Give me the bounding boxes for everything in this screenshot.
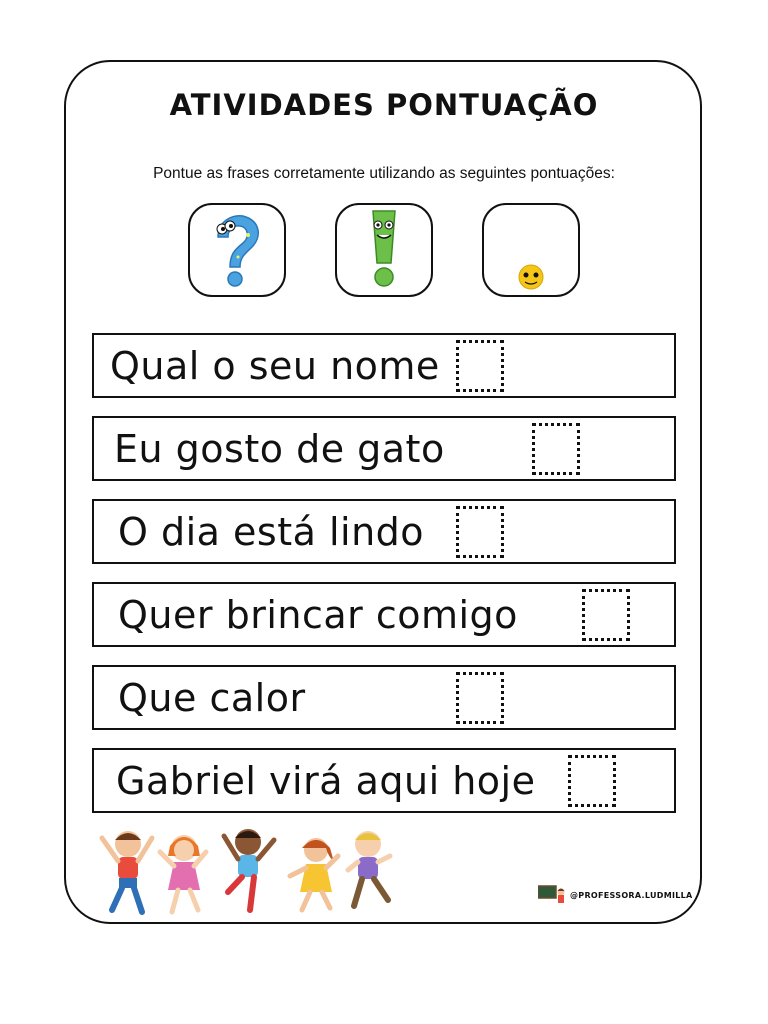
answer-box[interactable]	[582, 589, 630, 641]
child-figure	[348, 831, 390, 906]
exclamation-mark-card	[335, 203, 433, 297]
sentence-row	[92, 748, 676, 813]
sentence-text: Gabriel virá aqui hoje	[116, 758, 536, 803]
child-figure	[102, 831, 152, 912]
children-illustration	[92, 826, 404, 918]
credit-text: @PROFESSORA.LUDMILLA	[570, 890, 693, 900]
period-icon	[484, 205, 578, 295]
sentence-text: Eu gosto de gato	[114, 426, 445, 471]
question-mark-icon	[190, 205, 284, 295]
teacher-chalkboard-icon	[538, 884, 566, 906]
sentence-row	[92, 582, 676, 647]
sentence-row	[92, 499, 676, 564]
answer-box[interactable]	[568, 755, 616, 807]
question-mark-card	[188, 203, 286, 297]
sentence-row	[92, 416, 676, 481]
child-figure	[290, 838, 338, 910]
child-figure	[224, 829, 274, 910]
answer-box[interactable]	[456, 672, 504, 724]
sentence-text: Quer brincar comigo	[118, 592, 518, 637]
sentence-text: Qual o seu nome	[110, 343, 440, 388]
sentence-text: O dia está lindo	[118, 509, 425, 554]
answer-box[interactable]	[456, 340, 504, 392]
answer-box[interactable]	[532, 423, 580, 475]
author-credit	[538, 884, 693, 906]
page-title: ATIVIDADES PONTUAÇÃO	[169, 88, 599, 122]
sentence-row	[92, 333, 676, 398]
sentence-text: Que calor	[118, 675, 306, 720]
child-figure	[160, 835, 206, 912]
sentence-row	[92, 665, 676, 730]
answer-box[interactable]	[456, 506, 504, 558]
exclamation-mark-icon	[337, 205, 431, 295]
instructions-text: Pontue as frases corretamente utilizando as seguintes pontuações:	[153, 165, 615, 182]
period-card	[482, 203, 580, 297]
